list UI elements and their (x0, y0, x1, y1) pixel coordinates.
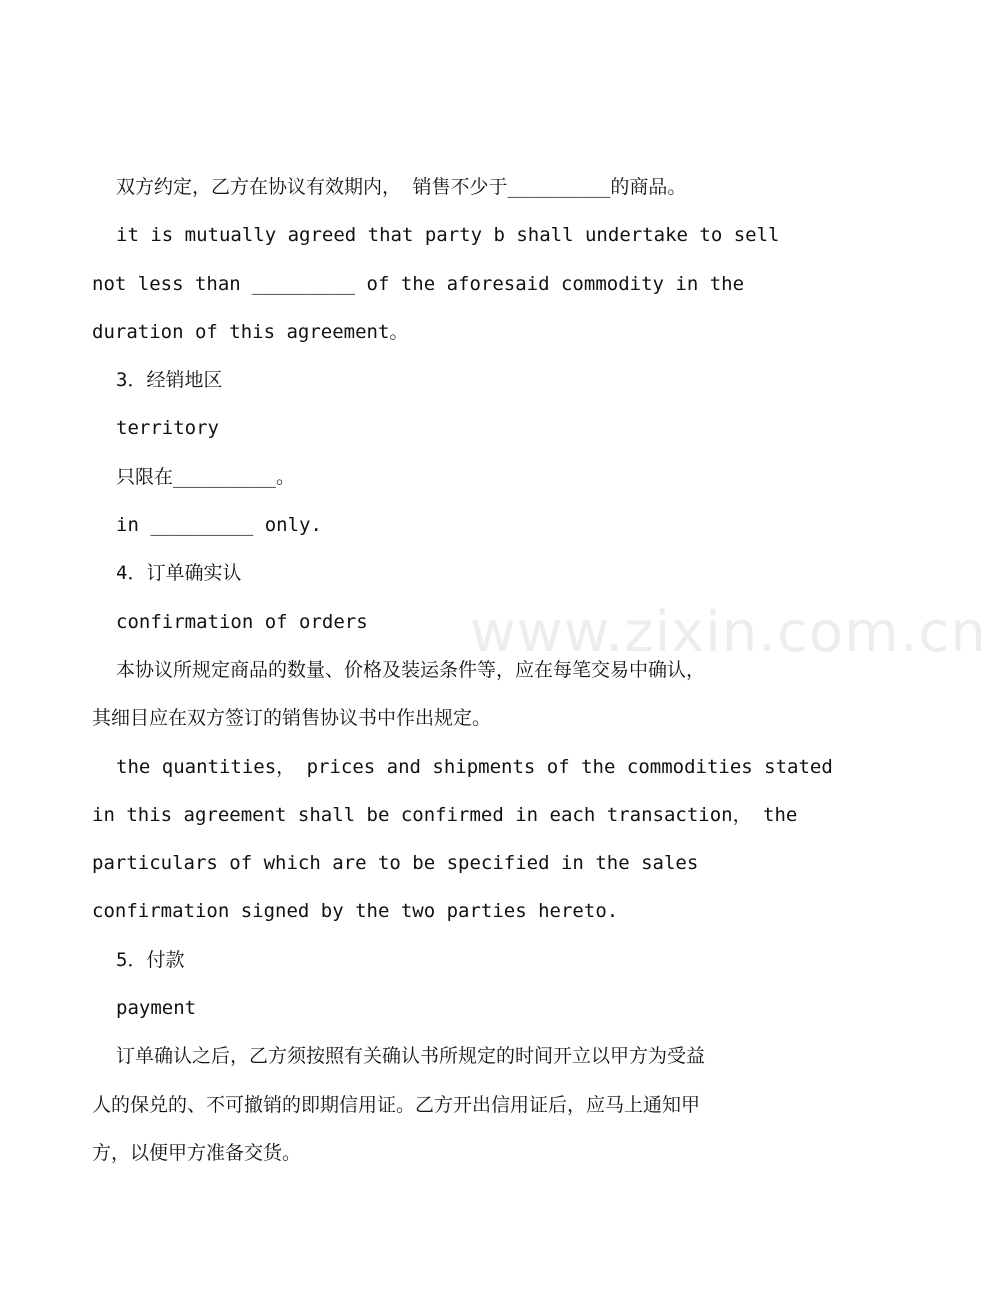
section-heading-orders-en: confirmation of orders (116, 610, 368, 633)
section-heading-territory-cn: 3．经销地区 (116, 369, 223, 392)
paragraph-territory-en: in _________ only. (116, 514, 322, 537)
section-heading-territory-en: territory (116, 417, 219, 440)
paragraph-orders-en-3: particulars of which are to be specified in the sales (92, 852, 699, 875)
section-heading-orders-cn: 4．订单确实认 (116, 562, 242, 585)
paragraph-payment-cn-2: 人的保兑的、不可撤销的即期信用证。乙方开出信用证后，应马上通知甲 (92, 1093, 701, 1116)
paragraph-payment-cn-3: 方，以便甲方准备交货。 (92, 1141, 302, 1164)
paragraph-payment-cn-1: 订单确认之后，乙方须按照有关确认书所规定的时间开立以甲方为受益 (116, 1045, 706, 1068)
paragraph-min-sales-en-3: duration of this agreement。 (92, 320, 409, 343)
paragraph-orders-en-4: confirmation signed by the two parties hereto. (92, 900, 619, 923)
paragraph-min-sales-en-2: not less than _________ of the aforesaid commodity in the (92, 272, 745, 295)
paragraph-min-sales-en-1: it is mutually agreed that party b shall undertake to sell (116, 224, 780, 247)
paragraph-orders-cn-1: 本协议所规定商品的数量、价格及装运条件等，应在每笔交易中确认， (116, 658, 706, 681)
paragraph-orders-en-1: the quantities， prices and shipments of the commodities stated (116, 755, 833, 778)
paragraph-territory-cn: 只限在_________。 (116, 465, 295, 488)
paragraph-min-sales-cn: 双方约定，乙方在协议有效期内， 销售不少于_________的商品。 (116, 176, 687, 198)
section-heading-payment-cn: 5．付款 (116, 948, 185, 971)
document-body (92, 163, 852, 1177)
watermark: www.zixin.com.cn (470, 600, 987, 665)
paragraph-orders-en-2: in this agreement shall be confirmed in each transaction， the (92, 803, 798, 826)
paragraph-orders-cn-2: 其细目应在双方签订的销售协议书中作出规定。 (92, 707, 492, 730)
section-heading-payment-en: payment (116, 997, 197, 1020)
